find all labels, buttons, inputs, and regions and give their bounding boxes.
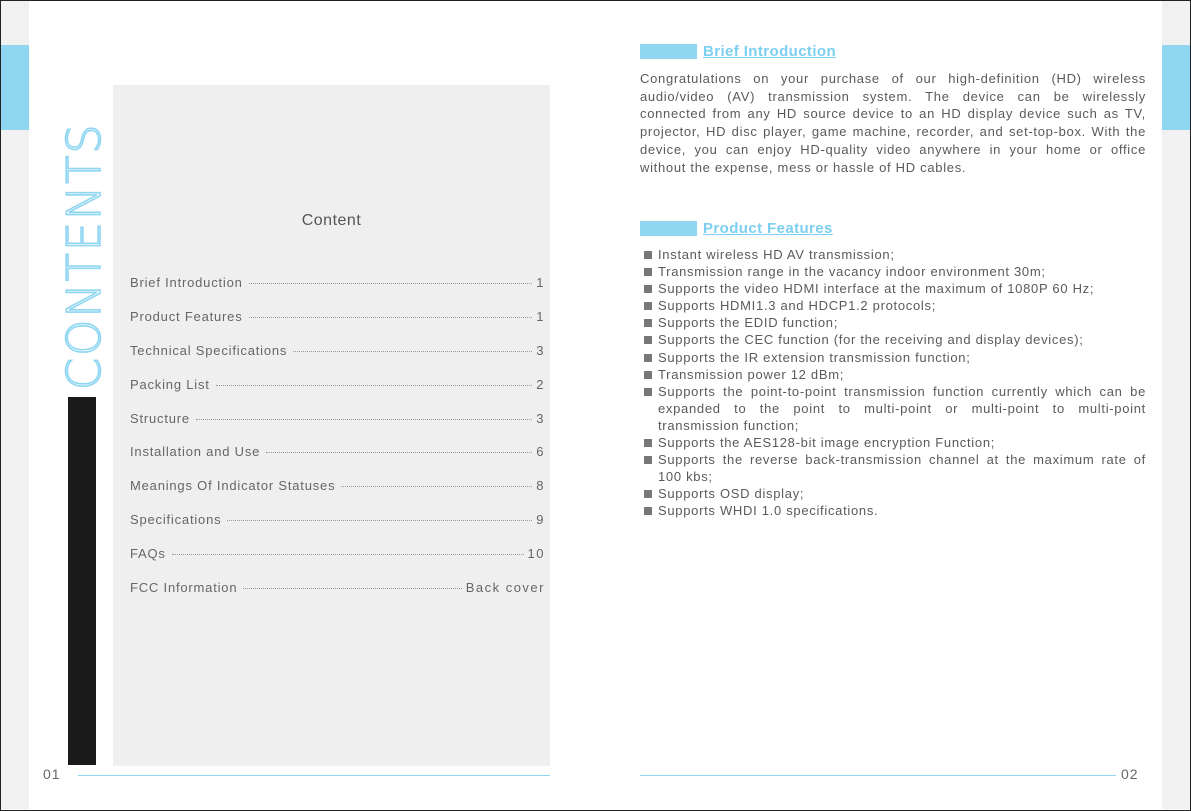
section-marker-bar bbox=[640, 44, 697, 59]
feature-item bbox=[640, 297, 1146, 314]
square-bullet-icon bbox=[644, 285, 652, 293]
toc-item-page: 1 bbox=[536, 275, 545, 290]
right-edge-tab bbox=[1162, 45, 1190, 130]
toc-item-page: 6 bbox=[536, 444, 545, 460]
square-bullet-icon bbox=[644, 336, 652, 344]
feature-text: Supports WHDI 1.0 specifications. bbox=[658, 503, 879, 519]
feature-text: Instant wireless HD AV transmission; bbox=[658, 247, 895, 262]
toc-leader-dots bbox=[227, 520, 532, 521]
toc-list bbox=[130, 275, 545, 614]
feature-item bbox=[640, 314, 1146, 331]
toc-item-specifications[interactable] bbox=[130, 512, 545, 546]
toc-item-page: Back cover bbox=[465, 580, 545, 596]
toc-item-label: Structure bbox=[130, 410, 190, 426]
toc-item-label: Meanings Of Indicator Statuses bbox=[130, 478, 336, 494]
feature-item bbox=[640, 331, 1146, 348]
feature-text: Supports HDMI1.3 and HDCP1.2 protocols; bbox=[658, 298, 937, 314]
square-bullet-icon bbox=[644, 490, 652, 498]
feature-item bbox=[640, 280, 1146, 297]
feature-item bbox=[640, 246, 1146, 263]
toc-item-page: 2 bbox=[536, 376, 545, 392]
feature-item bbox=[640, 366, 1146, 383]
product-features-heading bbox=[640, 220, 833, 237]
square-bullet-icon bbox=[644, 268, 652, 276]
feature-text: Supports OSD display; bbox=[658, 486, 805, 502]
square-bullet-icon bbox=[644, 302, 652, 310]
toc-item-fcc-information[interactable] bbox=[130, 580, 545, 614]
feature-item bbox=[640, 263, 1146, 280]
square-bullet-icon bbox=[644, 319, 652, 327]
feature-text: Supports the EDID function; bbox=[658, 315, 839, 331]
toc-item-indicator-statuses[interactable] bbox=[130, 478, 545, 512]
left-edge-tab bbox=[1, 45, 29, 130]
toc-item-page: 3 bbox=[536, 410, 545, 426]
feature-text: Transmission power 12 dBm; bbox=[658, 366, 845, 382]
toc-leader-dots bbox=[249, 317, 533, 318]
toc-leader-dots bbox=[216, 385, 533, 386]
toc-item-packing-list[interactable] bbox=[130, 377, 545, 411]
square-bullet-icon bbox=[644, 456, 652, 464]
toc-item-label: FCC Information bbox=[130, 580, 238, 596]
toc-panel bbox=[113, 85, 550, 766]
toc-item-label: FAQs bbox=[130, 546, 166, 562]
brief-introduction-heading bbox=[640, 43, 836, 60]
left-page-number: 01 bbox=[43, 766, 61, 782]
toc-item-technical-specifications[interactable] bbox=[130, 343, 545, 377]
toc-leader-dots bbox=[341, 486, 532, 487]
square-bullet-icon bbox=[644, 371, 652, 379]
toc-item-faqs[interactable] bbox=[130, 546, 545, 580]
decorative-black-bar bbox=[68, 397, 96, 765]
right-page-number: 02 bbox=[1121, 766, 1139, 782]
toc-item-label: Product Features bbox=[130, 308, 243, 324]
toc-heading: Content bbox=[301, 212, 362, 229]
product-features-title: Product Features bbox=[703, 220, 833, 237]
toc-item-label: Installation and Use bbox=[130, 444, 261, 460]
toc-item-label: Specifications bbox=[130, 512, 222, 528]
toc-leader-dots bbox=[266, 452, 532, 453]
toc-item-page: 1 bbox=[536, 308, 545, 324]
square-bullet-icon bbox=[644, 507, 652, 515]
feature-item bbox=[640, 451, 1146, 485]
contents-vertical-title: CONTENTS bbox=[57, 122, 111, 390]
feature-text: Transmission range in the vacancy indoor environment 30m; bbox=[658, 264, 1046, 280]
brief-introduction-title: Brief Introduction bbox=[703, 43, 837, 60]
feature-item bbox=[640, 349, 1146, 366]
square-bullet-icon bbox=[644, 251, 652, 259]
feature-item bbox=[640, 485, 1146, 502]
toc-item-page: 8 bbox=[536, 478, 545, 494]
feature-item bbox=[640, 502, 1146, 519]
toc-item-structure[interactable] bbox=[130, 411, 545, 445]
square-bullet-icon bbox=[644, 439, 652, 447]
toc-item-page: 9 bbox=[536, 512, 545, 528]
right-footer-rule bbox=[640, 775, 1116, 776]
section-marker-bar bbox=[640, 221, 697, 236]
left-footer-rule bbox=[78, 775, 550, 776]
feature-item bbox=[640, 434, 1146, 451]
toc-item-label: Technical Specifications bbox=[130, 342, 288, 358]
toc-item-brief-introduction[interactable] bbox=[130, 275, 545, 309]
toc-leader-dots bbox=[243, 588, 461, 589]
toc-leader-dots bbox=[172, 554, 524, 555]
feature-item bbox=[640, 383, 1146, 434]
toc-item-product-features[interactable] bbox=[130, 309, 545, 343]
toc-item-label: Packing List bbox=[130, 376, 210, 392]
toc-item-page: 3 bbox=[536, 342, 545, 358]
brief-introduction-text: Congratulations on your purchase of our high-definition (HD) wireless audio/video (AV) transmission system. The device can be wirelessly connected from any HD source device to an HD display device such as TV, projector, HD disc player, game machine, recorder, and set-top-box. With the device, you can enjoy HD-quality video anywhere in your home or office without the expense, mess or hassle of HD cables. bbox=[640, 71, 1146, 175]
toc-item-installation-and-use[interactable] bbox=[130, 444, 545, 478]
feature-text: Supports the AES128-bit image encryption Function; bbox=[658, 435, 996, 451]
square-bullet-icon bbox=[644, 354, 652, 362]
feature-text: Supports the IR extension transmission function; bbox=[658, 349, 971, 365]
square-bullet-icon bbox=[644, 388, 652, 396]
feature-text: Supports the reverse back-transmission channel at the maximum rate of 100 kbs; bbox=[658, 452, 1146, 485]
toc-item-page: 10 bbox=[527, 546, 545, 562]
feature-text: Supports the CEC function (for the receiving and display devices); bbox=[658, 332, 1084, 348]
toc-leader-dots bbox=[196, 419, 532, 420]
toc-item-label: Brief Introduction bbox=[130, 275, 243, 290]
product-features-list bbox=[640, 246, 1146, 520]
feature-text: Supports the point-to-point transmission function currently which can be expanded to the point to multi-point or multi-point to multi-point transmission function; bbox=[658, 383, 1146, 433]
toc-leader-dots bbox=[249, 283, 533, 284]
toc-leader-dots bbox=[293, 351, 532, 352]
feature-text: Supports the video HDMI interface at the maximum of 1080P 60 Hz; bbox=[658, 281, 1095, 297]
